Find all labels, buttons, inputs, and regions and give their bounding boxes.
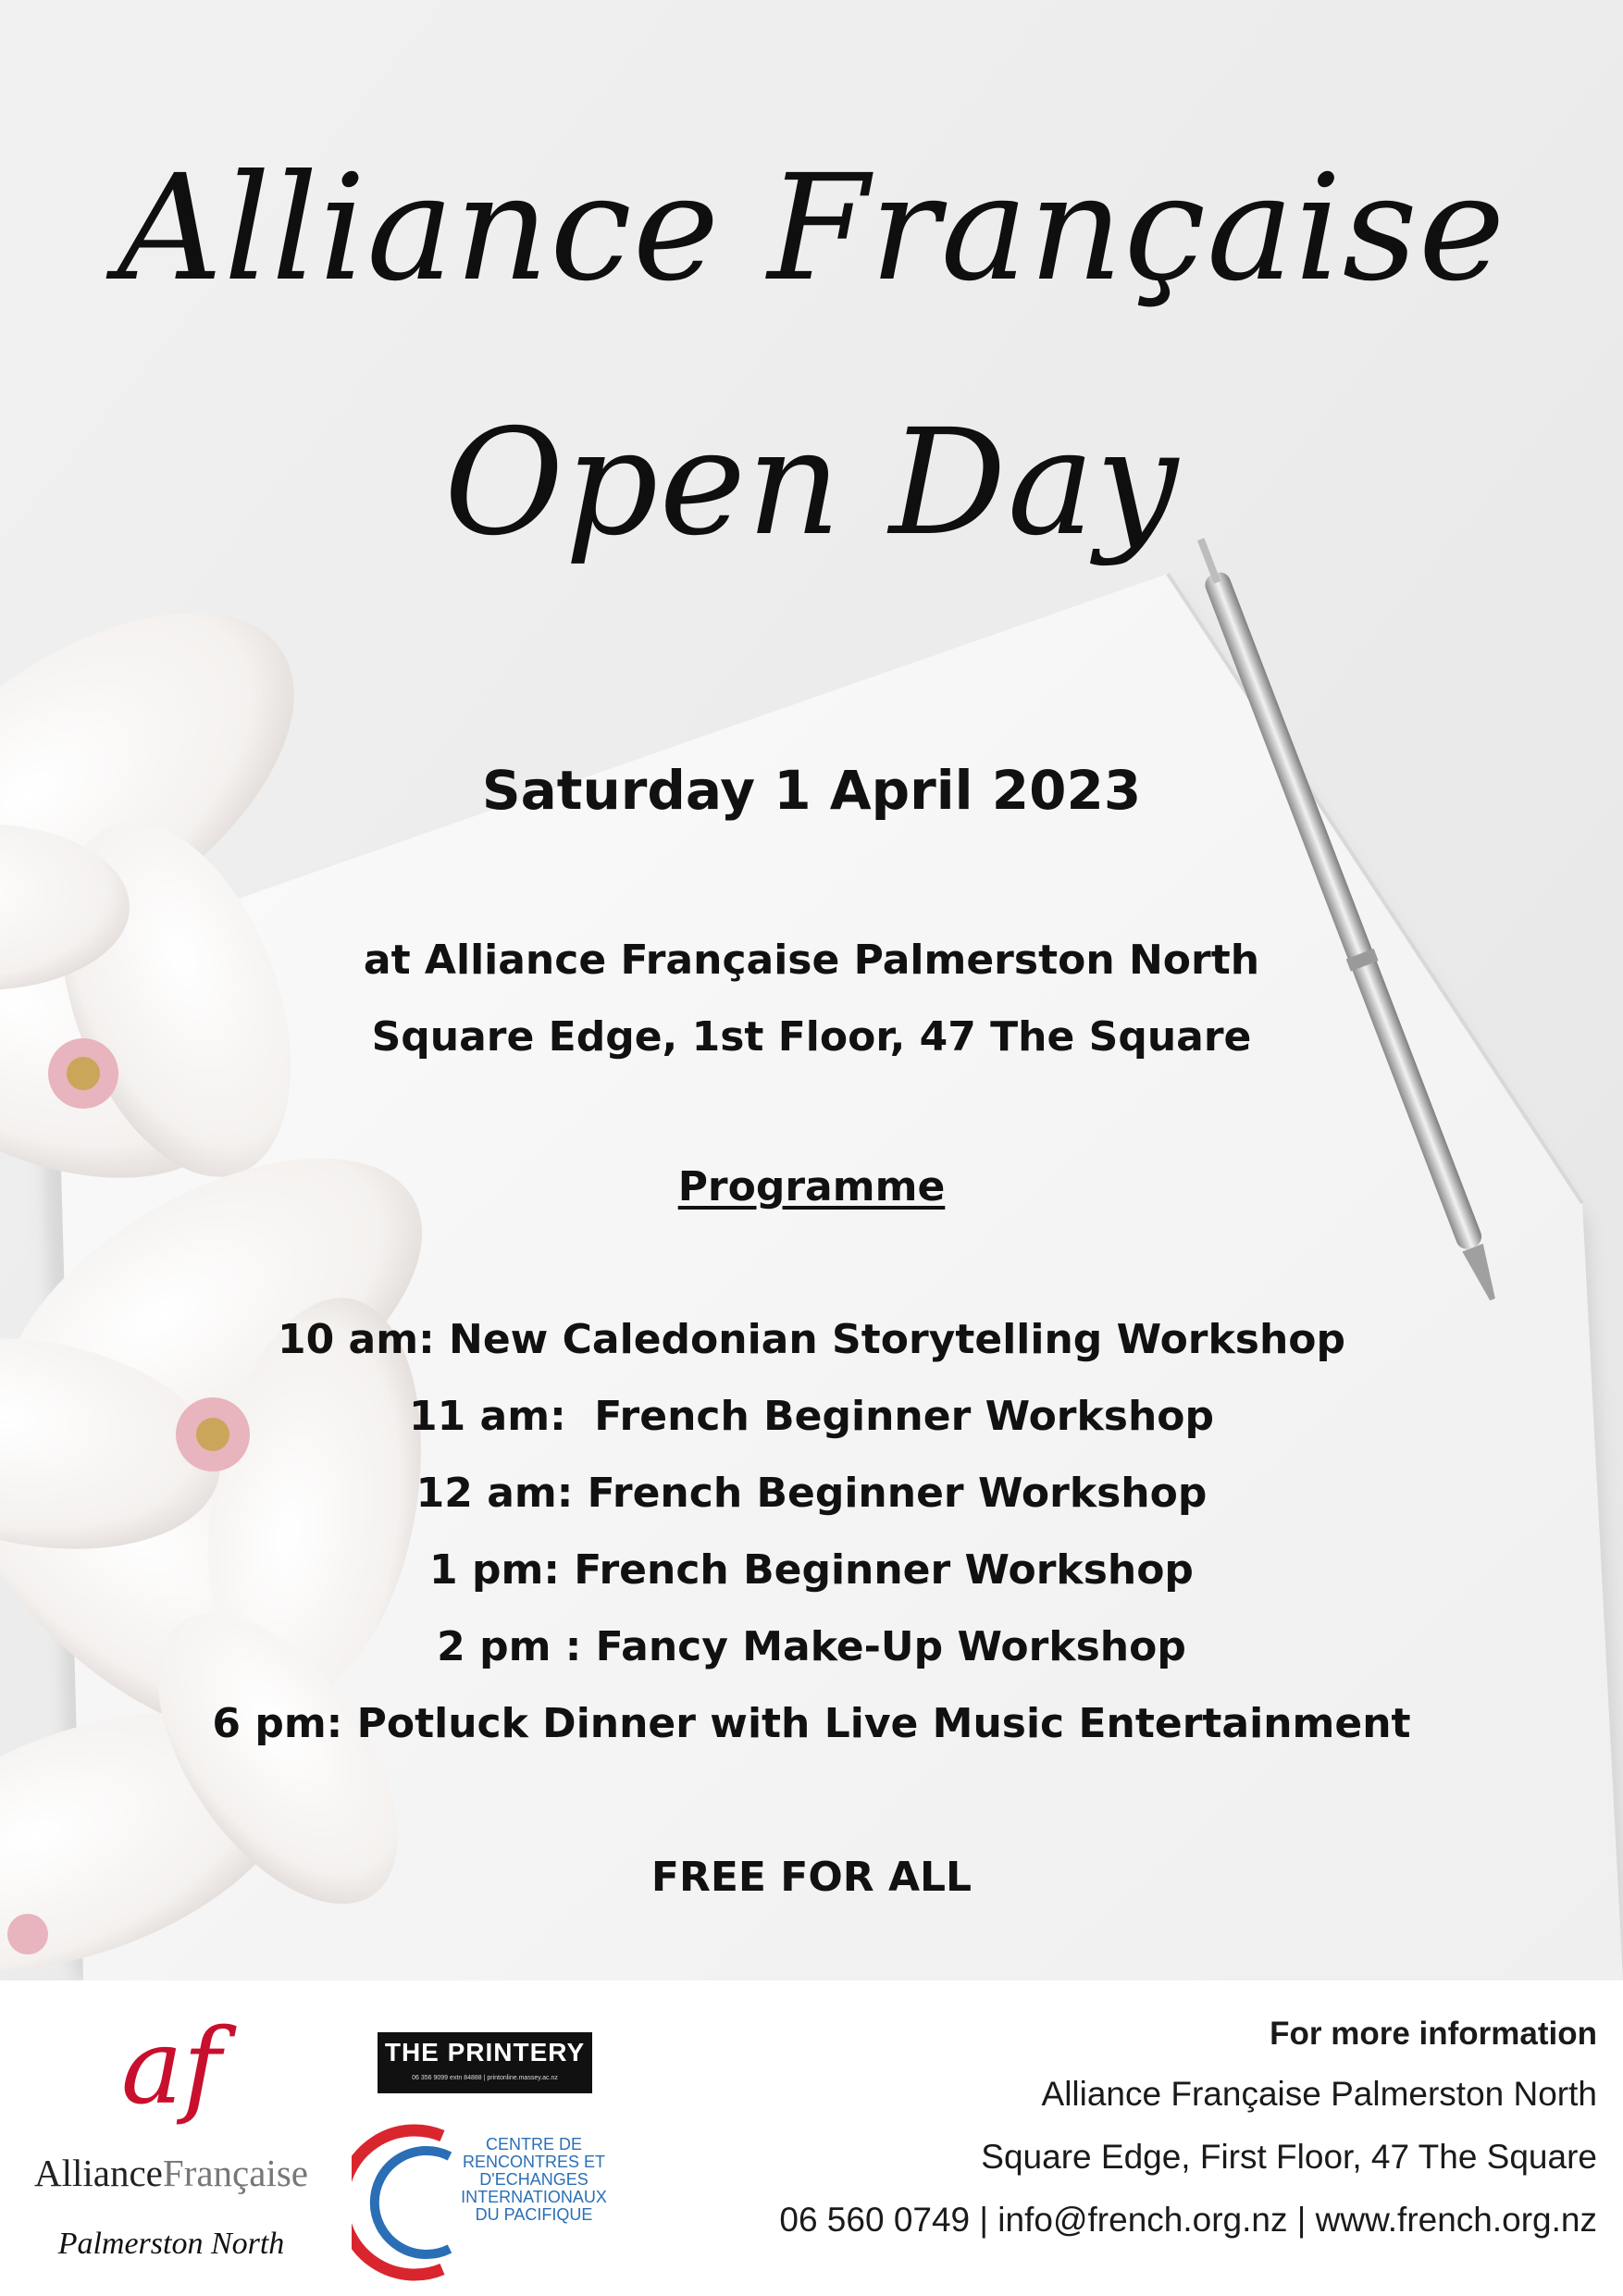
info-heading: For more information: [1270, 2016, 1597, 2052]
programme-item: 12 am: French Beginner Workshop: [415, 1470, 1208, 1517]
af-city: Palmerston North: [57, 2227, 285, 2261]
programme-item: 2 pm : Fancy Make-Up Workshop: [437, 1623, 1186, 1670]
free-for-all: FREE FOR ALL: [650, 1854, 973, 1901]
title-line-2: Open Day: [443, 398, 1180, 568]
title-line-1: Alliance Française: [117, 143, 1506, 314]
creip-line: INTERNATIONAUX: [461, 2188, 607, 2206]
af-logo: [9, 2007, 333, 2284]
printery-name: THE PRINTERY: [384, 2038, 586, 2066]
programme-item: 6 pm: Potluck Dinner with Live Music Entertainment: [212, 1700, 1411, 1747]
info-org: Alliance Française Palmerston North: [1041, 2075, 1597, 2113]
venue-line-1: at Alliance Française Palmerston North: [363, 937, 1260, 984]
event-date: Saturday 1 April 2023: [481, 759, 1142, 822]
venue-line-2: Square Edge, 1st Floor, 47 The Square: [371, 1013, 1252, 1061]
creip-line: DU PACIFIQUE: [475, 2205, 593, 2224]
creip-logo: [352, 2119, 620, 2286]
programme-item: 10 am: New Caledonian Storytelling Workshop: [278, 1316, 1345, 1363]
af-name-a: Alliance: [34, 2152, 163, 2194]
creip-line: RENCONTRES ET: [462, 2153, 605, 2171]
info-address: Square Edge, First Floor, 47 The Square: [981, 2138, 1597, 2176]
creip-line: D'ECHANGES: [479, 2170, 588, 2189]
creip-text: [455, 2136, 613, 2224]
af-wordmark: [9, 2151, 333, 2195]
creip-mark: [352, 2119, 463, 2286]
programme-heading: Programme: [677, 1163, 946, 1210]
af-mark: af: [120, 2007, 222, 2128]
footer: [0, 1980, 1623, 2296]
printery-logo: [378, 2032, 592, 2093]
af-name-b: Française: [162, 2152, 308, 2194]
programme-item: 1 pm: French Beginner Workshop: [429, 1546, 1194, 1594]
printery-sub: 06 356 9099 extn 84888 | printonline.massey.ac.nz: [412, 2075, 558, 2081]
info-contact: 06 560 0749 | info@french.org.nz | www.french.org.nz: [779, 2201, 1597, 2239]
programme-item: 11 am: French Beginner Workshop: [408, 1393, 1214, 1440]
creip-line: CENTRE DE: [485, 2135, 582, 2153]
